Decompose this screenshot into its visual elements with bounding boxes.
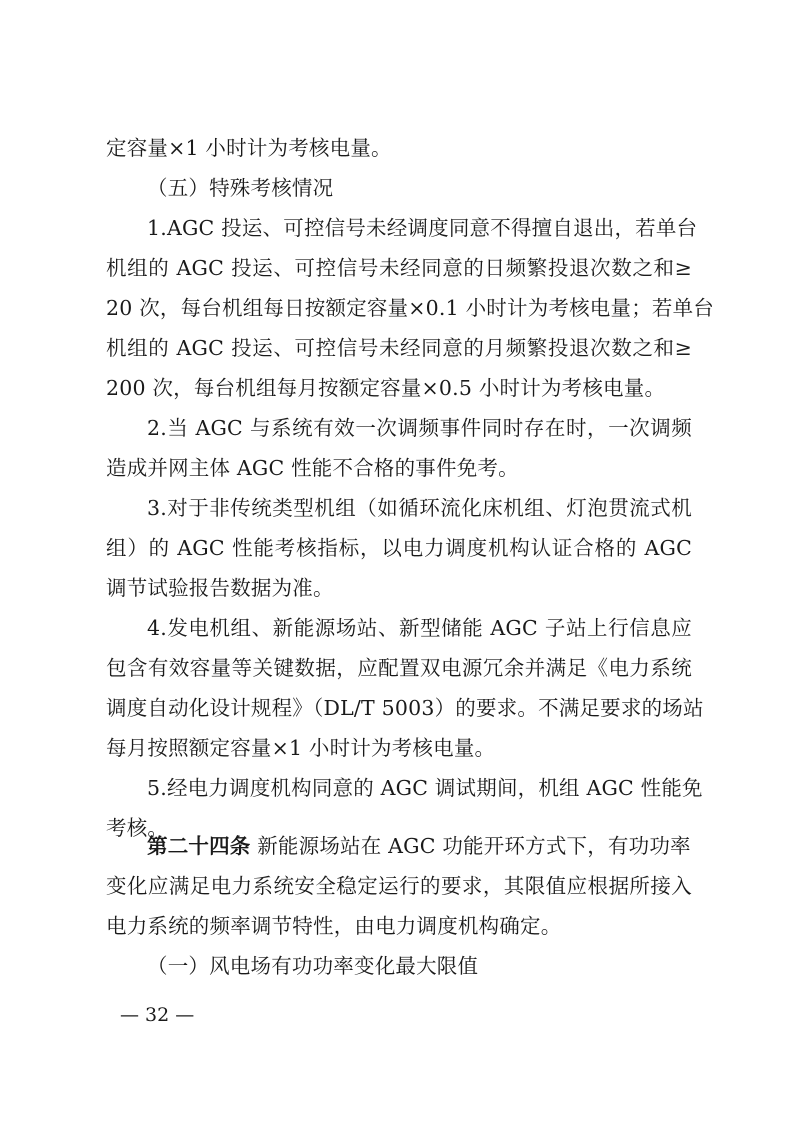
page-number: — 32 — bbox=[120, 1004, 195, 1026]
section-heading: （五）特殊考核情况 bbox=[147, 176, 334, 200]
text-line: 1.AGC 投运、可控信号未经调度同意不得擅自退出，若单台 bbox=[147, 216, 698, 240]
text-line: 考核。 bbox=[106, 816, 169, 840]
article-label: 第二十四条 bbox=[147, 834, 251, 858]
article-line bbox=[147, 826, 692, 866]
text-line: 20 次，每台机组每日按额定容量×0.1 小时计为考核电量；若单台 bbox=[106, 296, 714, 320]
article-text: 新能源场站在 AGC 功能开环方式下，有功功率 bbox=[257, 834, 691, 858]
text-line: 3.对于非传统类型机组（如循环流化床机组、灯泡贯流式机 bbox=[147, 496, 692, 520]
text-line: 机组的 AGC 投运、可控信号未经同意的日频繁投退次数之和≥ bbox=[106, 256, 692, 280]
text-line: 调度自动化设计规程》（DL/T 5003）的要求。不满足要求的场站 bbox=[106, 696, 704, 720]
text-line: 4.发电机组、新能源场站、新型储能 AGC 子站上行信息应 bbox=[147, 616, 692, 640]
text-line: 造成并网主体 AGC 性能不合格的事件免考。 bbox=[106, 456, 519, 480]
text-line: 200 次，每台机组每月按额定容量×0.5 小时计为考核电量。 bbox=[106, 376, 666, 400]
text-line: 包含有效容量等关键数据，应配置双电源冗余并满足《电力系统 bbox=[106, 656, 692, 680]
text-line: 调节试验报告数据为准。 bbox=[106, 576, 334, 600]
text-line: 机组的 AGC 投运、可控信号未经同意的月频繁投退次数之和≥ bbox=[106, 336, 692, 360]
text-line: 变化应满足电力系统安全稳定运行的要求，其限值应根据所接入 bbox=[106, 874, 692, 898]
text-line: 定容量×1 小时计为考核电量。 bbox=[106, 136, 392, 160]
text-line: 2.当 AGC 与系统有效一次调频事件同时存在时，一次调频 bbox=[147, 416, 692, 440]
text-line: 电力系统的频率调节特性，由电力调度机构确定。 bbox=[106, 914, 562, 938]
text-line: 5.经电力调度机构同意的 AGC 调试期间，机组 AGC 性能免 bbox=[147, 776, 703, 800]
text-line: 组）的 AGC 性能考核指标，以电力调度机构认证合格的 AGC bbox=[106, 536, 692, 560]
section-heading: （一）风电场有功功率变化最大限值 bbox=[147, 954, 479, 978]
text-line: 每月按照额定容量×1 小时计为考核电量。 bbox=[106, 736, 496, 760]
